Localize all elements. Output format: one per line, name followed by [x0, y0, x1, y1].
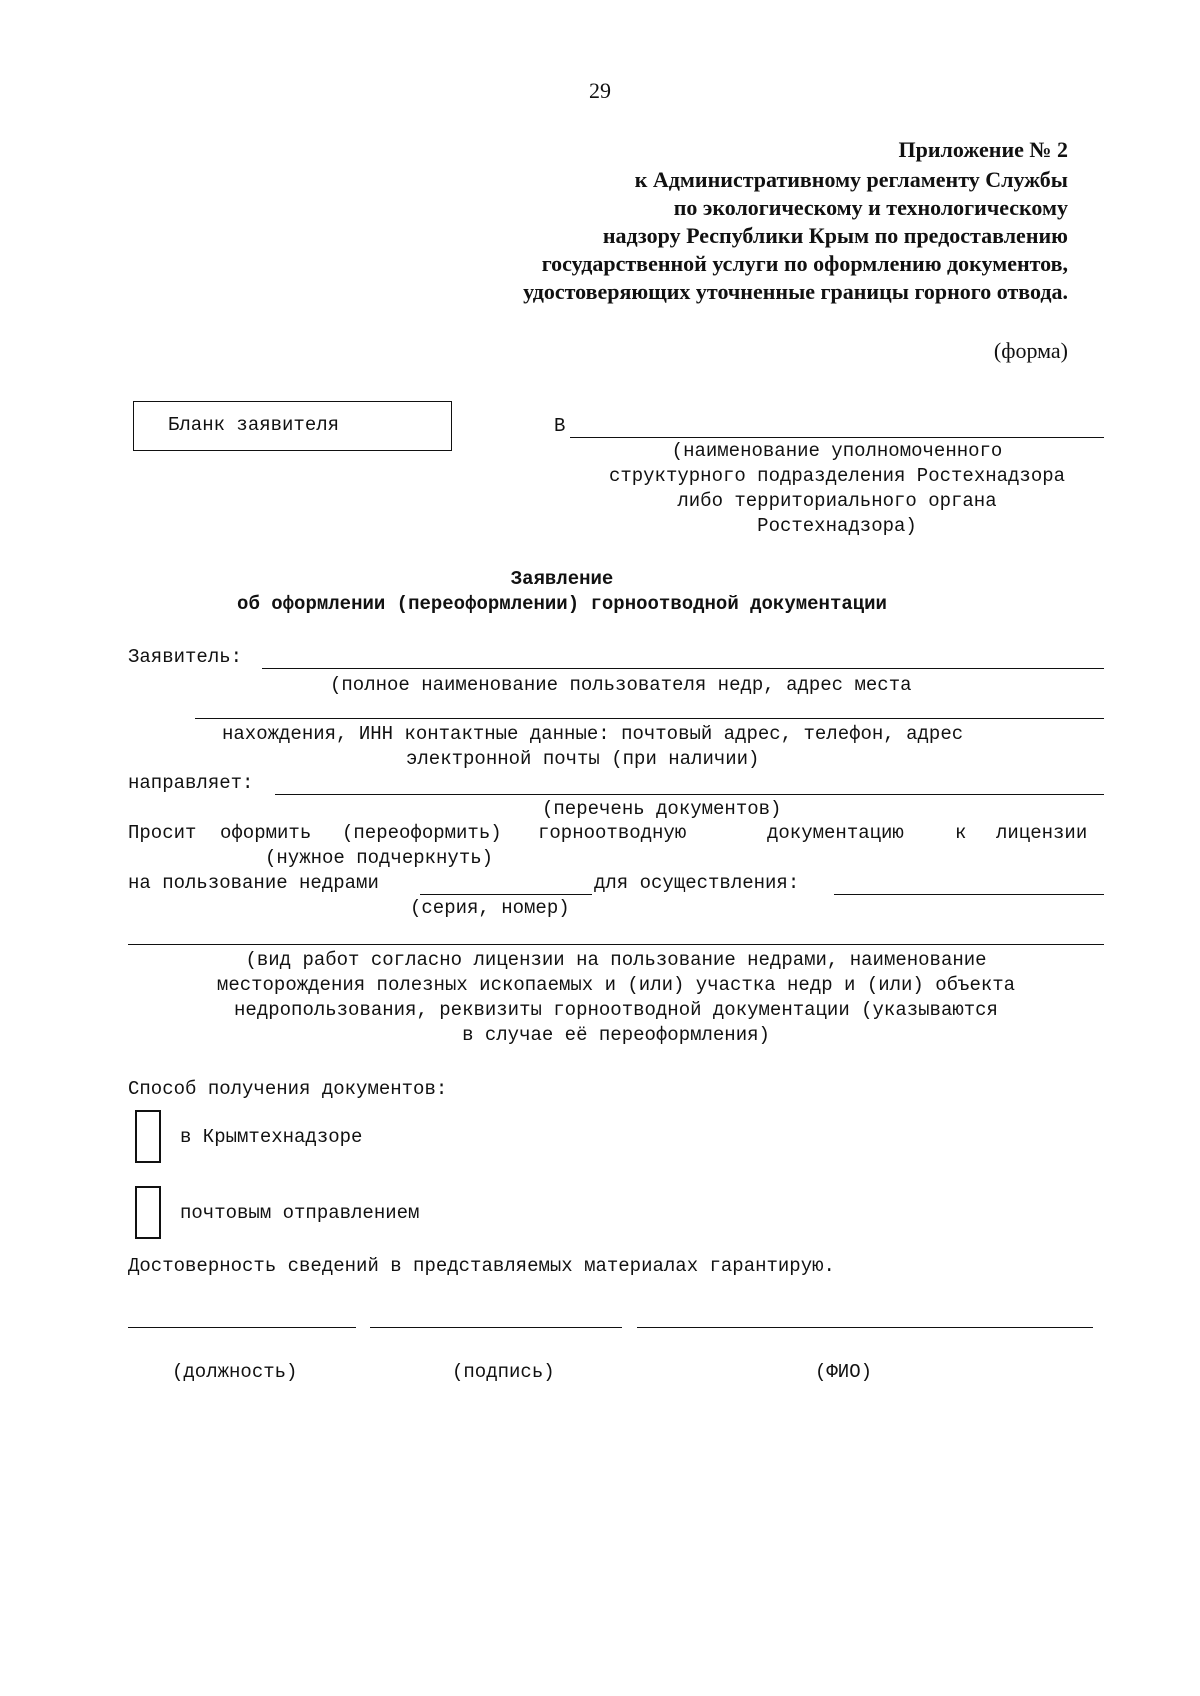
underline-hint: (нужное подчеркнуть) — [265, 847, 494, 869]
full-name-field-line[interactable] — [637, 1327, 1093, 1328]
request-word-6: к — [955, 822, 967, 844]
request-word-2: оформить — [220, 822, 312, 844]
applicant-field-line[interactable] — [262, 668, 1104, 669]
sends-label: направляет: — [128, 772, 254, 794]
request-word-7: лицензии — [996, 822, 1088, 844]
document-title: Заявление — [510, 568, 614, 590]
applicant-hint-2: нахождения, ИНН контактные данные: почтовый адрес, телефон, адрес — [222, 723, 964, 745]
position-hint: (должность) — [172, 1361, 298, 1383]
purpose-label: для осуществления: — [594, 872, 800, 894]
applicant-field-line-2[interactable] — [195, 718, 1104, 719]
request-word-5: документацию — [767, 822, 904, 844]
applicant-hint-3: электронной почты (при наличии) — [406, 748, 760, 770]
recipient-prefix: В — [554, 415, 566, 437]
recipient-field-line[interactable] — [570, 437, 1104, 438]
works-hint-3: недропользования, реквизиты горноотводной документации (указываются — [234, 999, 998, 1021]
works-hint-4: в случае её переоформления) — [462, 1024, 770, 1046]
recipient-hint-2: структурного подразделения Ростехнадзора — [608, 465, 1066, 487]
recipient-hint-3: либо территориального органа — [677, 490, 997, 512]
delivery-option-office-checkbox[interactable] — [135, 1110, 161, 1163]
works-field-line[interactable] — [128, 944, 1104, 945]
delivery-label: Способ получения документов: — [128, 1078, 448, 1100]
appendix-line-5: удостоверяющих уточненные границы горного отвода. — [523, 279, 1068, 304]
signature-field-line[interactable] — [370, 1327, 622, 1328]
purpose-field-line[interactable] — [834, 894, 1104, 895]
applicant-blank-label: Бланк заявителя — [168, 414, 340, 436]
page-number: 29 — [589, 78, 611, 103]
appendix-line-2: по экологическому и технологическому — [673, 195, 1068, 220]
applicant-label: Заявитель: — [128, 646, 243, 668]
request-word-4: горноотводную — [538, 822, 687, 844]
delivery-option-office-label: в Крымтехнадзоре — [180, 1126, 363, 1148]
license-number-field-line[interactable] — [420, 894, 592, 895]
delivery-option-post-checkbox[interactable] — [135, 1186, 161, 1239]
recipient-hint-4: Ростехнадзора) — [757, 515, 917, 537]
works-hint-2: месторождения полезных ископаемых и (или) участка недр и (или) объекта — [216, 974, 1016, 996]
full-name-hint: (ФИО) — [815, 1361, 873, 1383]
sends-hint: (перечень документов) — [542, 798, 782, 820]
guarantee-statement: Достоверность сведений в представляемых материалах гарантирую. — [128, 1255, 835, 1277]
document-subtitle: об оформлении (переоформлении) горноотводной документации — [237, 593, 887, 615]
appendix-line-1: к Административному регламенту Службы — [634, 167, 1068, 192]
request-word-3: (переоформить) — [342, 822, 502, 844]
applicant-hint-1: (полное наименование пользователя недр, адрес места — [330, 674, 912, 696]
series-number-hint: (серия, номер) — [410, 897, 570, 919]
delivery-option-post-label: почтовым отправлением — [180, 1202, 420, 1224]
signature-hint: (подпись) — [452, 1361, 555, 1383]
sends-field-line[interactable] — [275, 794, 1104, 795]
license-label: на пользование недрами — [128, 872, 379, 894]
recipient-hint-1: (наименование уполномоченного — [671, 440, 1003, 462]
request-word-1: Просит — [128, 822, 197, 844]
form-label: (форма) — [993, 338, 1068, 363]
appendix-line-3: надзору Республики Крым по предоставлению — [602, 223, 1068, 248]
appendix-title: Приложение № 2 — [898, 137, 1068, 162]
works-hint-1: (вид работ согласно лицензии на пользование недрами, наименование — [245, 949, 987, 971]
position-field-line[interactable] — [128, 1327, 356, 1328]
appendix-line-4: государственной услуги по оформлению документов, — [541, 251, 1068, 276]
